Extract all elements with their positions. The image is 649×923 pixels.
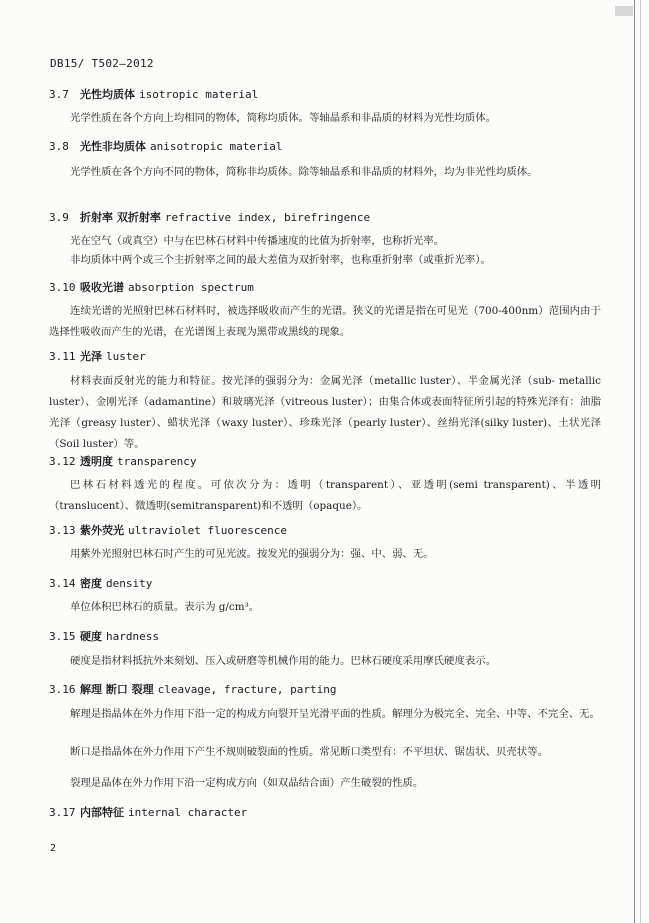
section-heading-3-10	[49, 279, 254, 295]
section-title-zh: 折射率 双折射率	[80, 211, 161, 224]
section-paragraph: 连续光谱的光照射巴林石材料时，被选择吸收而产生的光谱。狭义的光谱是指在可见光（700-400nm）范围内由于选择性吸收而产生的光谱，在光谱图上表现为黑带或黑线的现象。	[49, 305, 601, 338]
section-paragraph: 用紫外光照射巴林石时产生的可见光波。按发光的强弱分为：强、中、弱、无。	[70, 548, 434, 560]
section-paragraph: 光学性质在各个方向不同的物体，简称非均质体。除等轴晶系和非晶质的材料外，均为非光性均质体。	[70, 166, 538, 178]
section-title-en: density	[106, 577, 153, 590]
document-code-header: DB15/ T502—2012	[50, 57, 154, 70]
section-number: 3.11	[49, 350, 76, 363]
section-paragraph: 光学性质在各个方向上均相同的物体，简称均质体。等轴晶系和非晶质的材料为光性均质体。	[70, 112, 497, 124]
section-title-zh: 吸收光谱	[80, 281, 124, 294]
section-title-en: hardness	[106, 630, 159, 643]
scan-edge-line	[634, 0, 635, 923]
section-heading-3-8	[49, 138, 282, 154]
section-title-zh: 透明度	[80, 455, 113, 468]
section-title-zh: 光性非均质体	[80, 140, 146, 153]
scan-smudge	[615, 6, 633, 16]
section-paragraph: 硬度是指材料抵抗外来刻划、压入或研磨等机械作用的能力。巴林石硬度采用摩氏硬度表示。	[70, 655, 497, 667]
section-heading-3-11	[49, 348, 146, 364]
section-paragraph: 断口是指晶体在外力作用下产生不规则破裂面的性质。常见断口类型有：不平坦状、锯齿状、贝壳状等。	[70, 746, 548, 758]
section-title-zh: 内部特征	[80, 806, 124, 819]
section-title-zh: 硬度	[80, 630, 102, 643]
section-title-en: anisotropic material	[150, 140, 283, 153]
section-number: 3.7	[49, 88, 69, 101]
section-paragraph: 非均质体中两个或三个主折射率之间的最大差值为双折射率，也称重折射率（或重折光率）。	[70, 254, 491, 266]
section-paragraph: 光在空气（或真空）中与在巴林石材料中传播速度的比值为折射率，也称折光率。	[70, 235, 445, 247]
section-heading-3-15	[49, 628, 159, 644]
section-title-zh: 光泽	[80, 350, 102, 363]
section-number: 3.13	[49, 524, 76, 537]
section-number: 3.12	[49, 455, 76, 468]
section-title-en: luster	[106, 350, 146, 363]
section-number: 3.8	[49, 140, 69, 153]
section-paragraph: 单位体积巴林石的质量。表示为 g/cm³。	[70, 601, 260, 613]
page-number: 2	[50, 843, 57, 854]
section-title-zh: 光性均质体	[80, 88, 135, 101]
section-heading-3-17	[49, 804, 247, 820]
section-title-en: cleavage, fracture, parting	[157, 683, 337, 696]
section-paragraph: 解理是指晶体在外力作用下沿一定的构成方向裂开呈光滑平面的性质。解理分为极完全、完全、中等、不完全、无。	[70, 708, 600, 720]
section-heading-3-13	[49, 522, 287, 538]
section-title-en: refractive index, birefringence	[164, 211, 371, 224]
section-number: 3.10	[49, 281, 76, 294]
section-title-en: isotropic material	[139, 88, 259, 101]
section-paragraph: 巴林石材料透光的程度。可依次分为：透明（transparent）、亚透明(semi transparent)、半透明（translucent）、微透明(semitransparent)和不透明（opaque）。	[49, 479, 601, 512]
section-title-zh: 解理 断口 裂理	[80, 683, 154, 696]
section-heading-3-16	[49, 681, 336, 697]
section-title-en: absorption spectrum	[128, 281, 254, 294]
section-number: 3.9	[49, 211, 69, 224]
section-title-en: ultraviolet fluorescence	[128, 524, 287, 537]
section-paragraph: 裂理是晶体在外力作用下沿一定构成方向（如双晶结合面）产生破裂的性质。	[70, 777, 424, 789]
section-heading-3-9	[49, 209, 370, 225]
section-title-zh: 密度	[80, 577, 102, 590]
section-title-zh: 紫外荧光	[80, 524, 124, 537]
section-title-en: transparency	[117, 455, 197, 468]
section-number: 3.15	[49, 630, 76, 643]
section-number: 3.17	[49, 806, 76, 819]
section-title-en: internal character	[128, 806, 248, 819]
section-heading-3-14	[49, 575, 152, 591]
scan-edge-line-faint	[640, 0, 641, 923]
section-number: 3.14	[49, 577, 76, 590]
section-paragraph: 材料表面反射光的能力和特征。按光泽的强弱分为：金属光泽（metallic luster）、半金属光泽（sub- metallic luster）、金刚光泽（adamantine）和玻璃光泽（vitreous luster）；由集合体或表面特征所引起的特殊光泽有：油脂光泽（greasy luster）、蜡状光泽（waxy luster）、珍珠光泽（pearly luster）、丝绢光泽(silky luster)、土状光泽（Soil luster）等。	[49, 375, 601, 450]
section-heading-3-12	[49, 453, 196, 469]
section-number: 3.16	[49, 683, 76, 696]
section-heading-3-7	[49, 86, 258, 102]
